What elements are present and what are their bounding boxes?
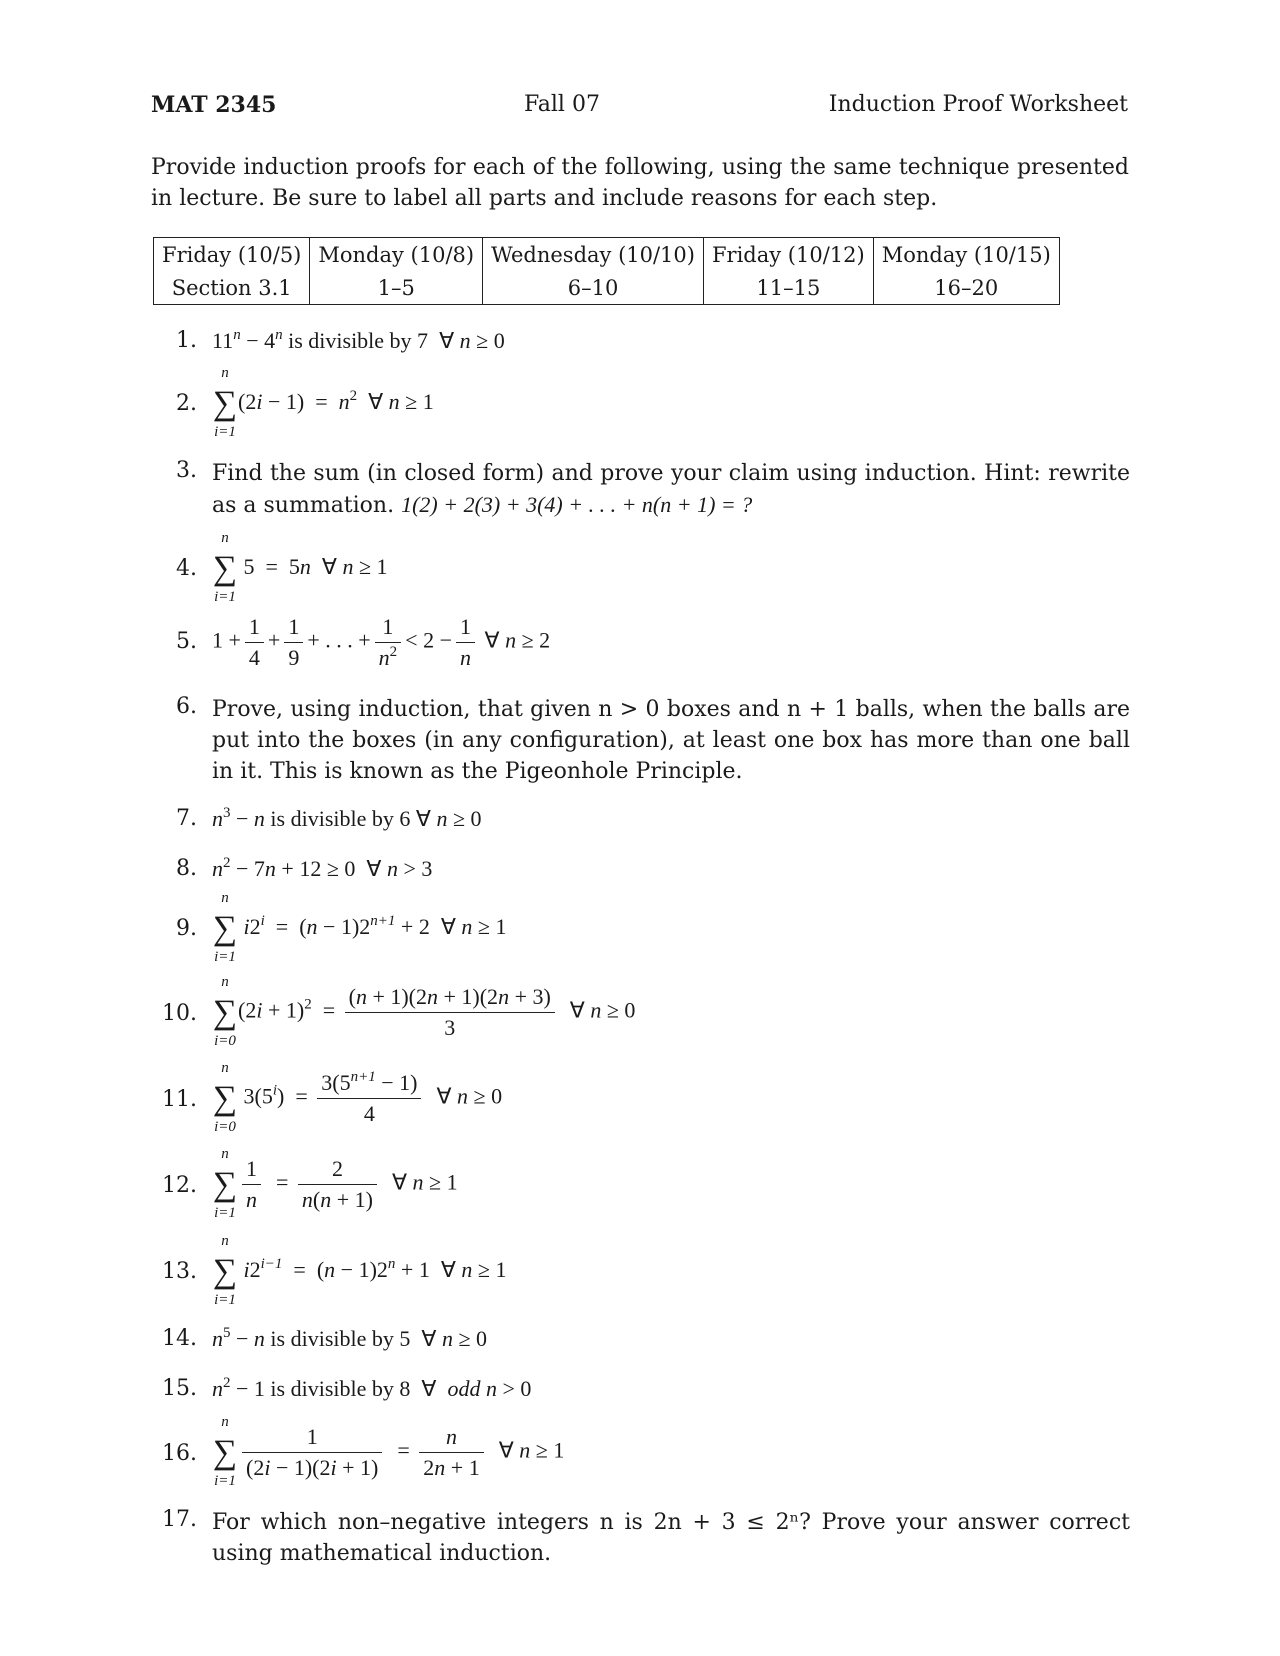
problem-statement: $n^2 - 7n + 12 \ge 0$ ∀ n > 3 (212, 855, 433, 881)
schedule-assignment: Section 3.1 (154, 271, 310, 305)
schedule-day: Friday (10/5) (154, 238, 310, 272)
problem-statement: n ∑ i=0 3(5$^i$) = $\frac{3(5^{n+1} - 1)}{4}$ ∀ n ≥ 0 (212, 1059, 503, 1135)
problem-statement: 1 + $\frac{1}{4}$ + $\frac{1}{9}$ + . . . + $\frac{1}{n^2}$ < 2 − $\frac{1}{n}$ ∀ n ≥ 2 (212, 614, 551, 670)
problem-number: 7. (176, 806, 197, 831)
problem-text: For which non–negative integers n is 2n + 3 ≤ 2ⁿ? Prove your answer correct using mathematical induction. (212, 1510, 1130, 1566)
schedule-day: Monday (10/15) (873, 238, 1059, 272)
problem-number: 1. (176, 328, 197, 353)
instructions: Provide induction proofs for each of the following, using the same technique presented in lecture. Be sure to label all parts and include reasons for each step. (151, 155, 1129, 211)
problem-text: is divisible by 5 (270, 1326, 411, 1351)
problem-number: 9. (176, 916, 197, 941)
term-label: Fall 07 (524, 92, 600, 117)
problem-statement: $n^2 - 1$ is divisible by 8 ∀ odd n > 0 (212, 1375, 532, 1401)
problem-number: 15. (162, 1376, 197, 1401)
problem-number: 14. (162, 1326, 197, 1351)
problem-statement: n ∑ i=1 $(2i - 1) = n^2$ ∀ n ≥ 1 (212, 365, 434, 440)
problem-number: 6. (176, 694, 197, 719)
schedule-day: Monday (10/8) (310, 238, 483, 272)
schedule-day: Wednesday (10/10) (483, 238, 704, 272)
problem-statement: $n^3 - n$ is divisible by 6 ∀ n ≥ 0 (212, 805, 482, 831)
problem-statement: n ∑ i=1 $\frac{1}{(2i - 1)(2i + 1)}$ = $\frac{n}{2n + 1}$ ∀ n ≥ 1 (212, 1413, 565, 1489)
problem-number: 4. (176, 556, 197, 581)
problem-statement: 11$^n$ − 4$^n$ is divisible by 7 ∀ n ≥ 0 (212, 327, 505, 353)
problem-text: Prove, using induction, that given n > 0 boxes and n + 1 balls, when the balls are put into the boxes (in any configuration), at least one box has more than one ball in it. This is known as the Pigeonhole Principle. (212, 697, 1130, 784)
problem-number: 3. (176, 458, 197, 483)
problem-statement: n ∑ i=0 $(2i + 1)^2$ = $\frac{(n + 1)(2n + 1)(2n + 3)}{3}$ ∀ n ≥ 0 (212, 973, 636, 1049)
problem-statement: n ∑ i=1 $\frac{1}{n}$ = $\frac{2}{n(n + 1)}$ ∀ n ≥ 1 (212, 1145, 458, 1221)
problem-text: is divisible by 8 (270, 1376, 411, 1401)
problem-text: is divisible by 7 (288, 328, 429, 353)
schedule-assignment: 16–20 (873, 271, 1059, 305)
schedule-assignments-row (154, 271, 1060, 305)
problem-statement: $n^5 - n$ is divisible by 5 ∀ n ≥ 0 (212, 1325, 488, 1351)
problem-number: 8. (176, 856, 197, 881)
problem-statement: n ∑ i=1 5 = 5n ∀ n ≥ 1 (212, 530, 388, 605)
problem-text: Find the sum (in closed form) and prove your claim using induction. Hint: rewrite as a summation. (212, 461, 1130, 518)
problem-number: 5. (176, 629, 197, 654)
problem-text: is divisible by 6 (270, 806, 411, 831)
problem-number: 10. (162, 1001, 197, 1026)
problem-number: 13. (162, 1259, 197, 1284)
course-code: MAT 2345 (151, 92, 277, 118)
schedule-day: Friday (10/12) (703, 238, 873, 272)
schedule-table (153, 237, 1060, 305)
problem-number: 17. (162, 1507, 197, 1532)
problem-number: 2. (176, 391, 197, 416)
schedule-days-row (154, 238, 1060, 272)
worksheet-title: Induction Proof Worksheet (828, 92, 1128, 117)
problem-number: 12. (162, 1173, 197, 1198)
schedule-assignment: 6–10 (483, 271, 704, 305)
problem-statement: n ∑ i=1 $i2^i = (n - 1)2^{n+1} + 2$ ∀ n ≥ 1 (212, 890, 507, 965)
problem-number: 16. (162, 1441, 197, 1466)
schedule-assignment: 1–5 (310, 271, 483, 305)
problem-statement: n ∑ i=1 $i2^{i-1} = (n - 1)2^n + 1$ ∀ n ≥ 1 (212, 1233, 507, 1308)
problem-expression: 1(2) + 2(3) + 3(4) + . . . + n(n + 1) = ? (401, 492, 753, 517)
problem-number: 11. (162, 1087, 197, 1112)
problem-statement (212, 458, 1130, 521)
schedule-assignment: 11–15 (703, 271, 873, 305)
